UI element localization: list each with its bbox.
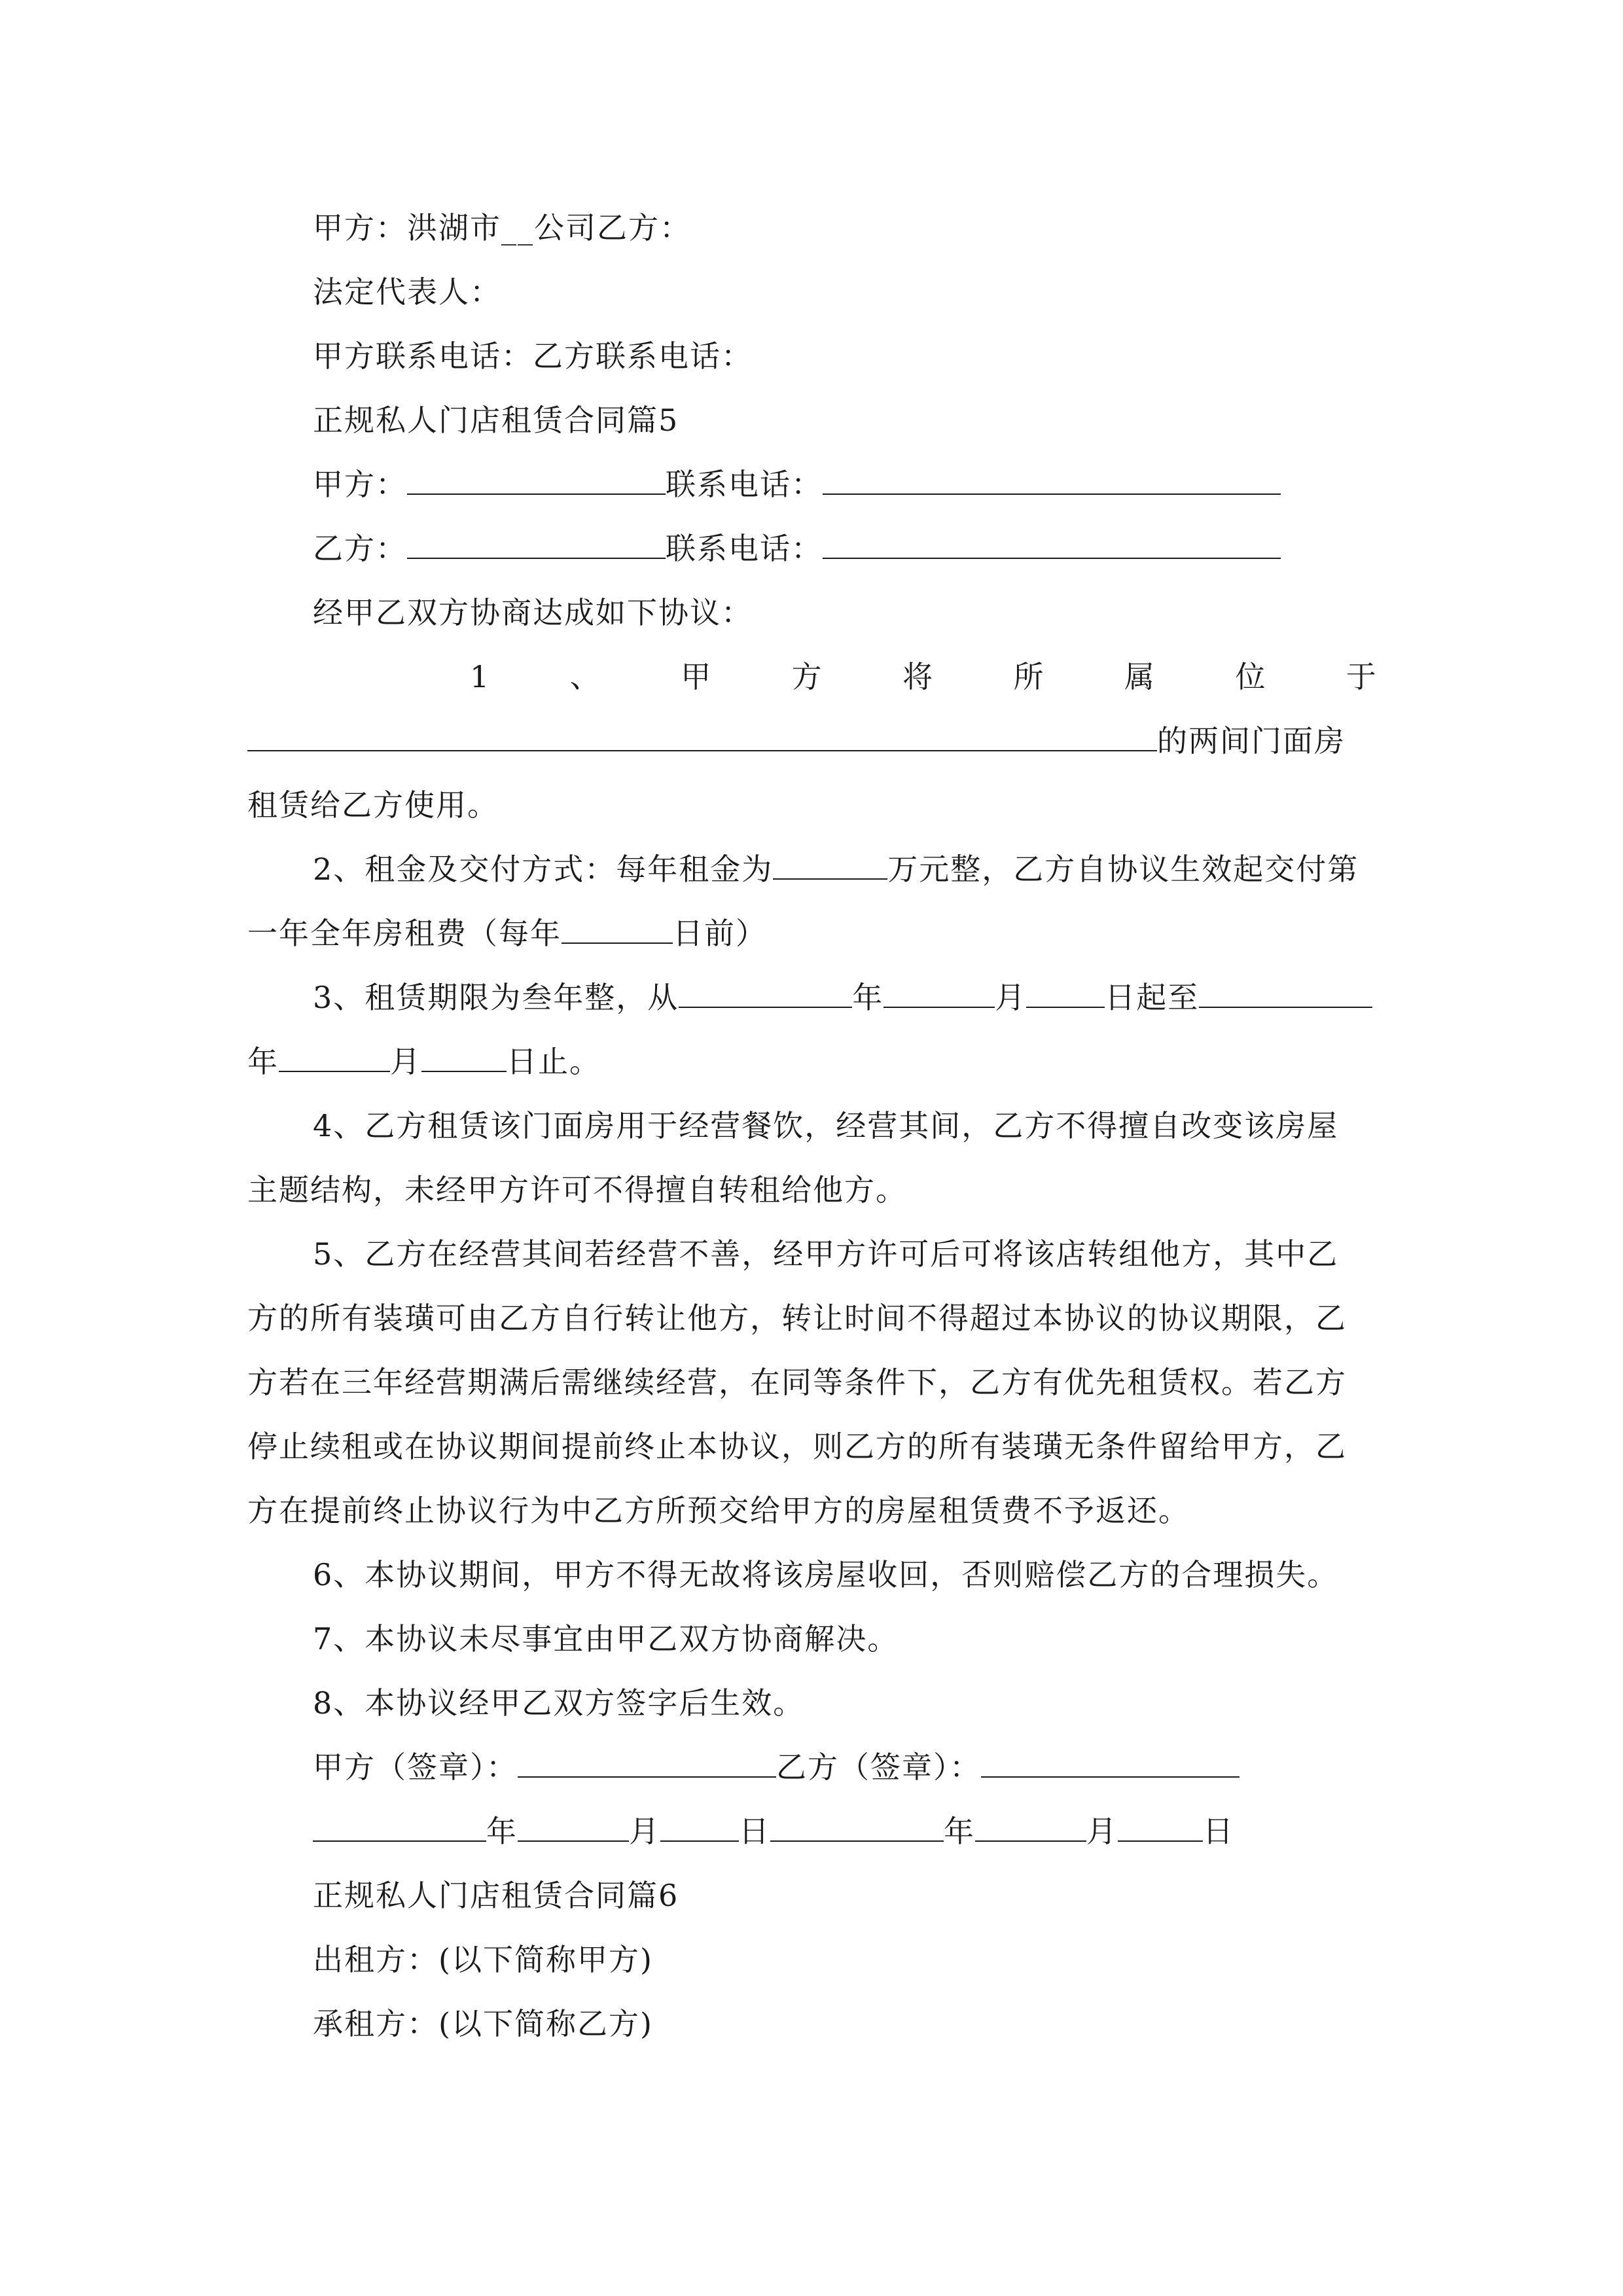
section-title-5: 正规私人门店租赁合同篇5 xyxy=(313,403,679,438)
clause-6: 6、本协议期间，甲方不得无故将该房屋收回，否则赔偿乙方的合理损失。 xyxy=(313,1557,1339,1592)
sign-b-month-blank xyxy=(975,1812,1086,1842)
party-a-label: 甲方： xyxy=(313,467,407,502)
clause-7: 7、本协议未尽事宜由甲乙双方协商解决。 xyxy=(313,1621,899,1657)
section-title-6: 正规私人门店租赁合同篇6 xyxy=(313,1878,679,1913)
signature-date-row xyxy=(313,1812,1234,1851)
clause-5-line-3: 方若在三年经营期满后需继续经营，在同等条件下，乙方有优先租赁权。若乙方 xyxy=(247,1365,1347,1400)
year-label: 年 xyxy=(852,980,884,1015)
month-label: 月 xyxy=(1086,1814,1118,1849)
clause-3-text-a: 3、租赁期限为叁年整，从 xyxy=(313,980,679,1015)
sign-a-year-blank xyxy=(313,1812,486,1842)
clause-3-line-1 xyxy=(313,978,1372,1017)
payment-date-blank xyxy=(562,914,673,944)
clause-4-line-2: 主题结构，未经甲方许可不得擅自转租给他方。 xyxy=(247,1172,907,1208)
end-day-blank xyxy=(421,1042,507,1072)
year-label: 年 xyxy=(944,1814,975,1849)
phone-line: 甲方联系电话：乙方联系电话： xyxy=(313,338,753,374)
month-label: 月 xyxy=(995,980,1027,1015)
clause-3-line-2 xyxy=(247,1042,601,1081)
clause-5-line-2: 方的所有装璜可由乙方自行转让他方，转让时间不得超过本协议的协议期限，乙 xyxy=(247,1300,1347,1336)
sign-b-blank xyxy=(981,1748,1240,1778)
clause-3-end: 日止。 xyxy=(507,1044,601,1079)
clause-3-text-b: 日起至 xyxy=(1105,980,1200,1015)
end-month-blank xyxy=(279,1042,390,1072)
start-year-blank xyxy=(679,978,852,1008)
clause-1-line-2 xyxy=(247,721,1346,761)
legal-rep-line: 法定代表人： xyxy=(313,274,501,310)
clause-1-char: 位 xyxy=(1235,659,1266,694)
clause-8: 8、本协议经甲乙双方签字后生效。 xyxy=(313,1685,805,1721)
clause-2-text-d: 日前） xyxy=(673,916,767,951)
party-a-phone-blank xyxy=(823,465,1281,495)
lessor-line: 出租方：(以下简称甲方) xyxy=(313,1942,653,1977)
start-month-blank xyxy=(883,978,995,1008)
day-label: 日 xyxy=(739,1814,770,1849)
clause-1-line-3: 租赁给乙方使用。 xyxy=(247,787,499,823)
party-a-row xyxy=(313,465,1281,504)
clause-1-char: 甲 xyxy=(681,659,711,694)
clause-2-text-b: 万元整，乙方自协议生效起交付第 xyxy=(887,852,1359,887)
sign-a-label: 甲方（签章）： xyxy=(313,1749,518,1785)
sign-a-month-blank xyxy=(518,1812,629,1842)
month-label: 月 xyxy=(390,1044,421,1079)
clause-5-line-1: 5、乙方在经营其间若经营不善，经甲方许可后可将该店转组他方，其中乙 xyxy=(313,1236,1339,1272)
agreement-intro: 经甲乙双方协商达成如下协议： xyxy=(313,595,753,630)
year-label: 年 xyxy=(247,1044,279,1079)
sign-b-day-blank xyxy=(1118,1812,1203,1842)
year-label: 年 xyxy=(486,1814,518,1849)
clause-1-char: 1 xyxy=(470,659,490,694)
clause-2-text-c: 一年全年房租费（每年 xyxy=(247,916,562,951)
clause-2-line-1 xyxy=(313,850,1359,889)
sign-b-label: 乙方（签章）： xyxy=(776,1749,981,1785)
clause-1-char: 方 xyxy=(791,659,822,694)
clause-4-line-1: 4、乙方租赁该门面房用于经营餐饮，经营其间，乙方不得擅自改变该房屋 xyxy=(313,1108,1339,1143)
party-a-blank xyxy=(407,465,666,495)
lessee-line: 承租方：(以下简称乙方) xyxy=(313,2006,653,2041)
month-label: 月 xyxy=(629,1814,660,1849)
party-b-phone-blank xyxy=(823,529,1281,559)
end-year-blank xyxy=(1199,978,1372,1008)
party-b-row xyxy=(313,529,1281,568)
clause-1-line-1 xyxy=(313,657,1376,696)
clause-2-text-a: 2、租金及交付方式：每年租金为 xyxy=(313,852,774,887)
clause-2-line-2 xyxy=(247,914,767,953)
day-label: 日 xyxy=(1203,1814,1234,1849)
sign-a-day-blank xyxy=(660,1812,739,1842)
party-b-phone-label: 联系电话： xyxy=(666,531,823,566)
sign-a-blank xyxy=(518,1748,776,1778)
start-day-blank xyxy=(1026,978,1105,1008)
rent-amount-blank xyxy=(773,850,887,880)
clause-1-char: 将 xyxy=(902,659,933,694)
party-a-phone-label: 联系电话： xyxy=(666,467,823,502)
party-header-line: 甲方：洪湖市__公司乙方： xyxy=(313,210,691,245)
clause-1-char: 属 xyxy=(1124,659,1154,694)
clause-5-line-4: 停止续租或在协议期间提前终止本协议，则乙方的所有装璜无条件留给甲方，乙 xyxy=(247,1429,1347,1464)
party-b-label: 乙方： xyxy=(313,531,407,566)
clause-1-tail: 的两间门面房 xyxy=(1157,723,1346,759)
clause-1-char: 于 xyxy=(1346,659,1376,694)
clause-5-line-5: 方在提前终止协议行为中乙方所预交给甲方的房屋租赁费不予返还。 xyxy=(247,1493,1190,1528)
sign-b-year-blank xyxy=(770,1812,944,1842)
party-b-blank xyxy=(407,529,666,559)
clause-1-char: 所 xyxy=(1013,659,1044,694)
location-blank xyxy=(247,721,1157,751)
signature-row xyxy=(313,1748,1240,1787)
clause-1-char: 、 xyxy=(569,659,600,694)
